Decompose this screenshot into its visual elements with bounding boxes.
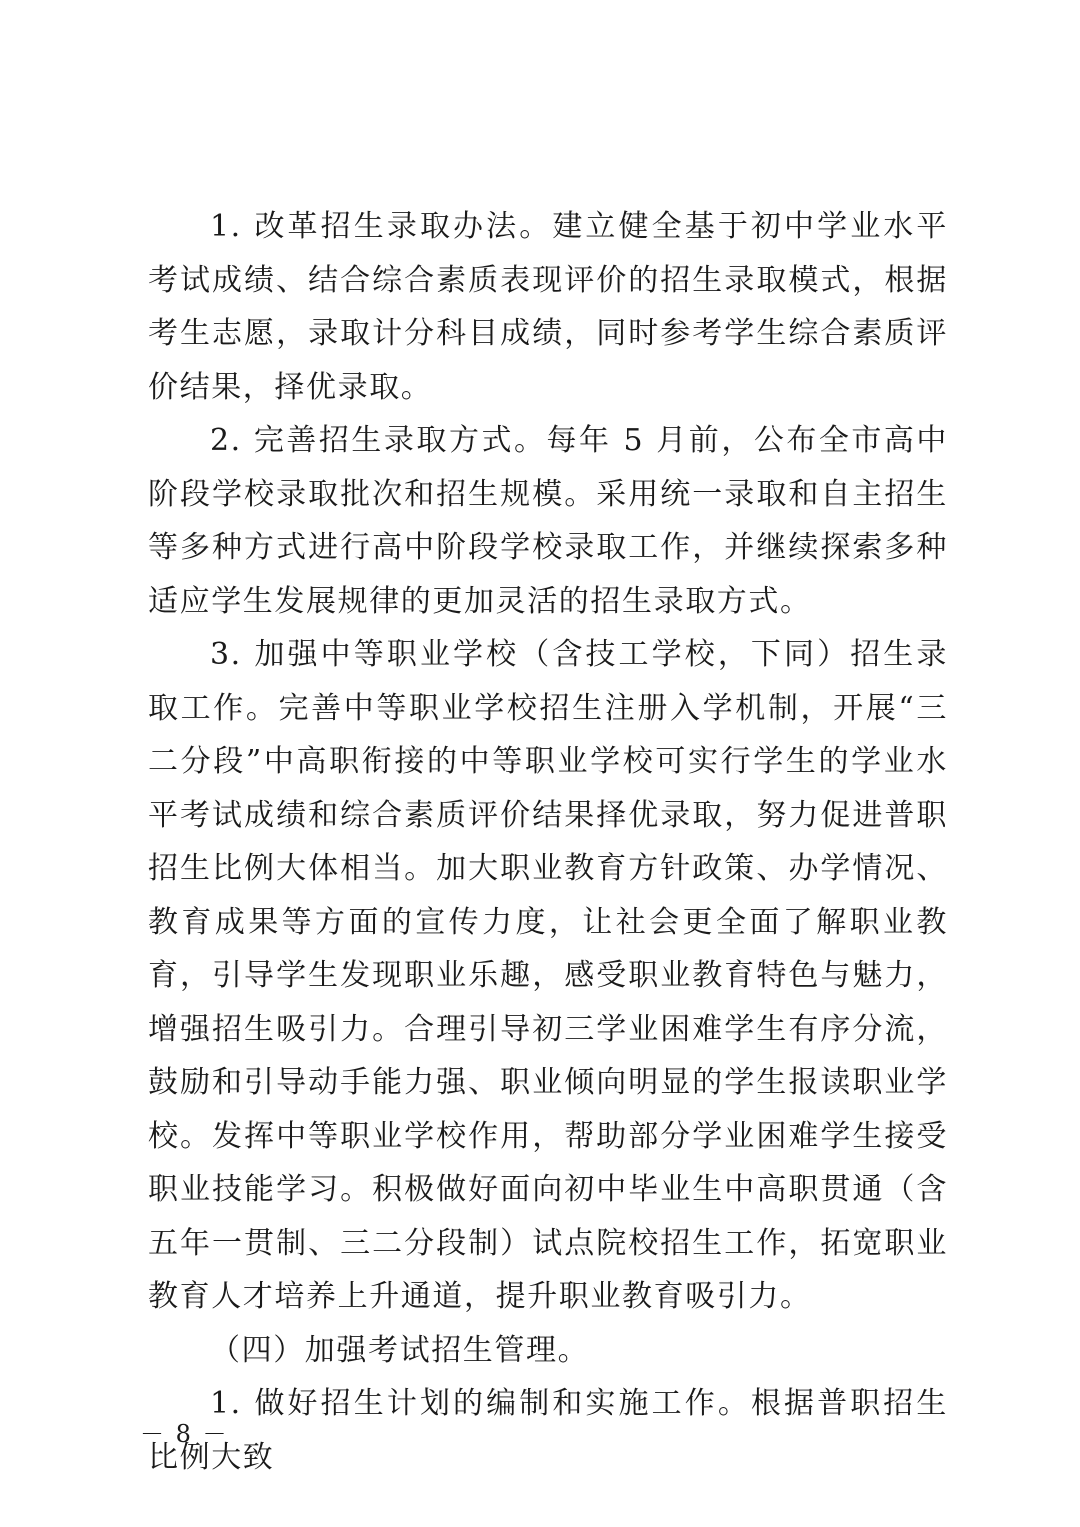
paragraph-enrollment-plan: 1. 做好招生计划的编制和实施工作。根据普职招生比例大致 — [148, 1386, 948, 1475]
document-body — [148, 200, 948, 1484]
paragraph-reform-admission-method: 1. 改革招生录取办法。建立健全基于初中学业水平考试成绩、结合综合素质表现评价的招生录取模式，根据考生志愿，录取计分科目成绩，同时参考学生综合素质评价结果，择优录取。 — [148, 209, 948, 405]
section-heading-exam-management: （四）加强考试招生管理。 — [210, 1332, 590, 1368]
page-number: － 8 － — [140, 1420, 229, 1448]
paragraph-vocational-admission: 3. 加强中等职业学校（含技工学校，下同）招生录取工作。完善中等职业学校招生注册入学机制，开展“三二分段”中高职衔接的中等职业学校可实行学生的学业水平考试成绩和综合素质评价结果择优录取，努力促进普职招生比例大体相当。加大职业教育方针政策、办学情况、教育成果等方面的宣传力度，让社会更全面了解职业教育，引导学生发现职业乐趣，感受职业教育特色与魅力，增强招生吸引力。合理引导初三学业困难学生有序分流，鼓励和引导动手能力强、职业倾向明显的学生报读职业学校。发挥中等职业学校作用，帮助部分学业困难学生接受职业技能学习。积极做好面向初中毕业生中高职贯通（含五年一贯制、三二分段制）试点院校招生工作，拓宽职业教育人才培养上升通道，提升职业教育吸引力。 — [148, 637, 948, 1314]
paragraph-improve-admission-mode: 2. 完善招生录取方式。每年 5 月前，公布全市高中阶段学校录取批次和招生规模。采用统一录取和自主招生等多种方式进行高中阶段学校录取工作，并继续探索多种适应学生发展规律的更加灵活的招生录取方式。 — [148, 423, 948, 619]
